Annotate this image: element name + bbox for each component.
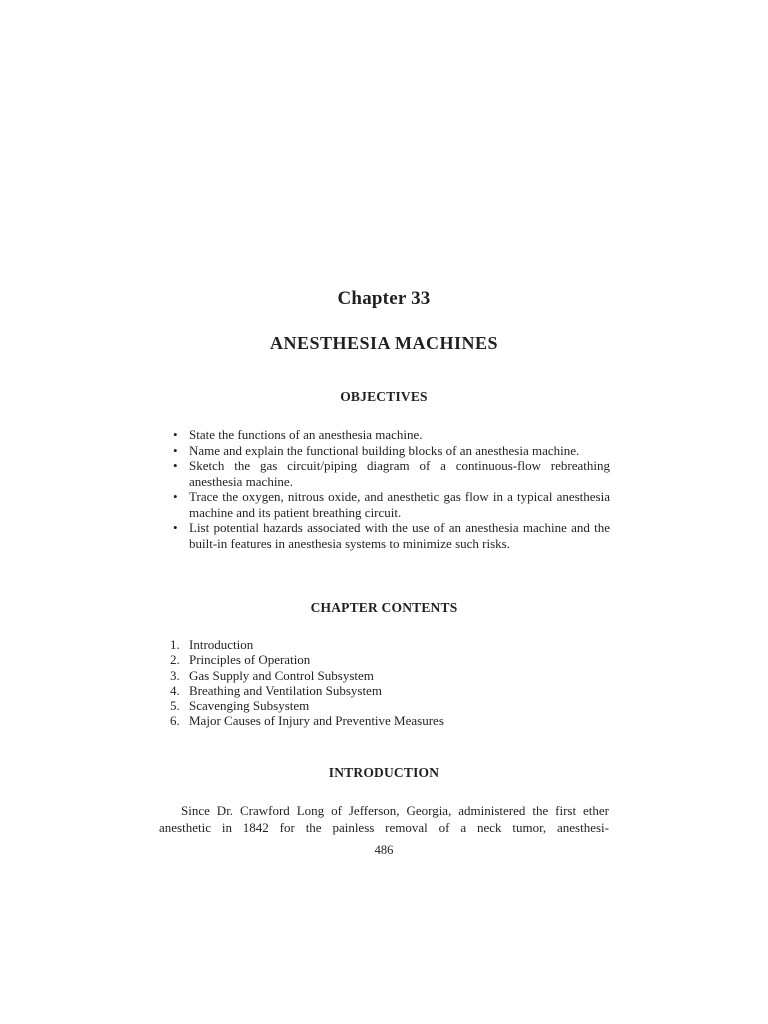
objective-item (172, 520, 610, 551)
bullet-icon: • (173, 442, 178, 458)
contents-item-number: 1. (170, 637, 180, 652)
contents-item (170, 668, 444, 683)
contents-item-number: 3. (170, 667, 180, 683)
contents-item-label: Scavenging Subsystem (189, 698, 310, 714)
introduction-paragraph: Since Dr. Crawford Long of Jefferson, Georgia, administered the first ether anesthetic in 1842 for the painless removal of a neck tumor, anesthesi- (159, 803, 609, 835)
bullet-icon: • (173, 427, 178, 442)
objective-text: Name and explain the functional building blocks of an anesthesia machine. (189, 442, 580, 458)
contents-item-number: 4. (170, 682, 180, 698)
objective-text: List potential hazards associated with the use of an anesthesia machine and the built-in features in anesthesia systems to minimize such risks. (189, 520, 610, 551)
objective-item (172, 427, 610, 443)
contents-item-label: Breathing and Ventilation Subsystem (189, 682, 382, 698)
chapter-contents-list (170, 637, 444, 729)
contents-item-number: 6. (170, 713, 180, 729)
contents-item-label: Gas Supply and Control Subsystem (189, 667, 374, 683)
contents-item-label: Major Causes of Injury and Preventive Measures (189, 713, 444, 729)
contents-item-number: 5. (170, 698, 180, 714)
objective-text: Trace the oxygen, nitrous oxide, and anesthetic gas flow in a typical anesthesia machine and its patient breathing circuit. (189, 489, 610, 520)
chapter-label: Chapter 33 (337, 288, 431, 309)
contents-item-number: 2. (170, 652, 180, 668)
contents-item (170, 713, 444, 728)
bullet-icon: • (173, 520, 178, 535)
bullet-icon: • (173, 489, 178, 504)
objective-text: State the functions of an anesthesia machine. (189, 427, 423, 442)
objectives-heading: OBJECTIVES (340, 389, 428, 404)
page-number: 486 (374, 843, 394, 857)
contents-item-label: Introduction (189, 637, 254, 652)
objective-item (172, 458, 610, 489)
objective-item (172, 489, 610, 520)
contents-item (170, 698, 444, 713)
objective-item (172, 443, 610, 459)
objective-text: Sketch the gas circuit/piping diagram of a continuous-flow rebreathing anesthesia machine. (189, 458, 610, 489)
bullet-icon: • (173, 458, 178, 473)
chapter-contents-heading: CHAPTER CONTENTS (310, 600, 458, 615)
introduction-heading: INTRODUCTION (328, 765, 440, 780)
contents-item-label: Principles of Operation (189, 652, 311, 668)
contents-item (170, 683, 444, 698)
contents-item (170, 652, 444, 667)
objectives-list (172, 427, 610, 551)
contents-item (170, 637, 444, 652)
chapter-title: ANESTHESIA MACHINES (269, 333, 499, 353)
